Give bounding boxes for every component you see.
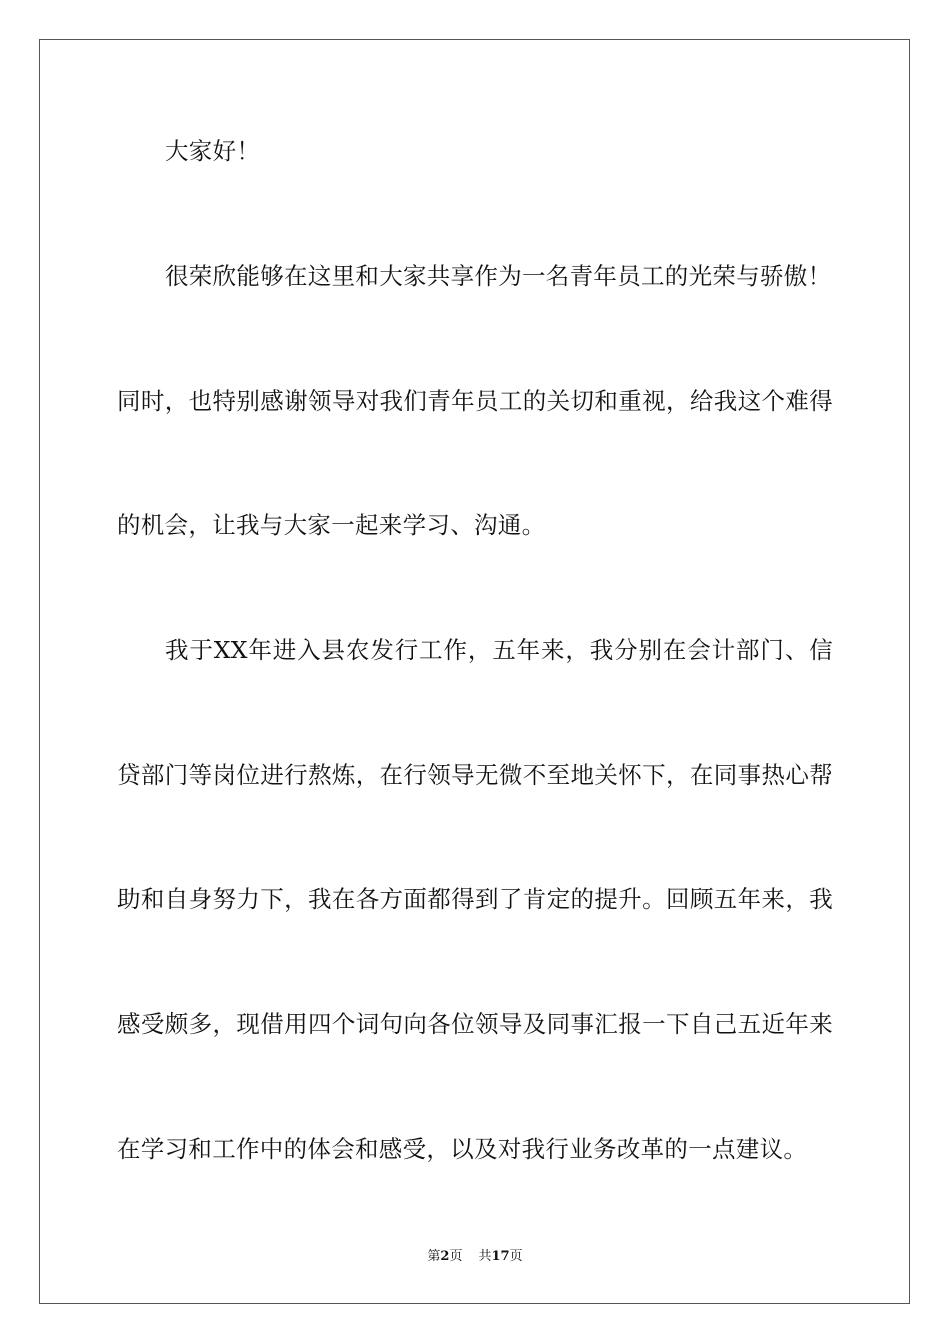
paragraph-line: 我于XX年进入县农发行工作，五年来，我分别在会计部门、信: [165, 636, 833, 664]
page-footer: [0, 1248, 950, 1266]
total-label-prefix: 共: [478, 1249, 492, 1264]
page-label-prefix: 第: [427, 1249, 441, 1264]
page-label-suffix: 页: [449, 1249, 463, 1264]
total-pages: 17: [491, 1249, 510, 1264]
paragraph-line: 感受颇多，现借用四个词句向各位领导及同事汇报一下自己五近年来: [117, 1010, 833, 1038]
page-border: [39, 39, 910, 1304]
total-label-suffix: 页: [509, 1249, 523, 1264]
paragraph-line: 很荣欣能够在这里和大家共享作为一名青年员工的光荣与骄傲！: [165, 262, 832, 290]
paragraph-line: 助和自身努力下，我在各方面都得到了肯定的提升。回顾五年来，我: [117, 885, 833, 913]
paragraph-line: 在学习和工作中的体会和感受，以及对我行业务改革的一点建议。: [117, 1135, 808, 1163]
page-number: 2: [440, 1249, 450, 1264]
paragraph-line: 贷部门等岗位进行熬炼，在行领导无微不至地关怀下，在同事热心帮: [117, 761, 833, 789]
paragraph-line: 的机会，让我与大家一起来学习、沟通。: [117, 511, 546, 539]
paragraph-line: 同时，也特别感谢领导对我们青年员工的关切和重视，给我这个难得: [117, 387, 833, 415]
greeting-line: 大家好！: [165, 137, 261, 165]
